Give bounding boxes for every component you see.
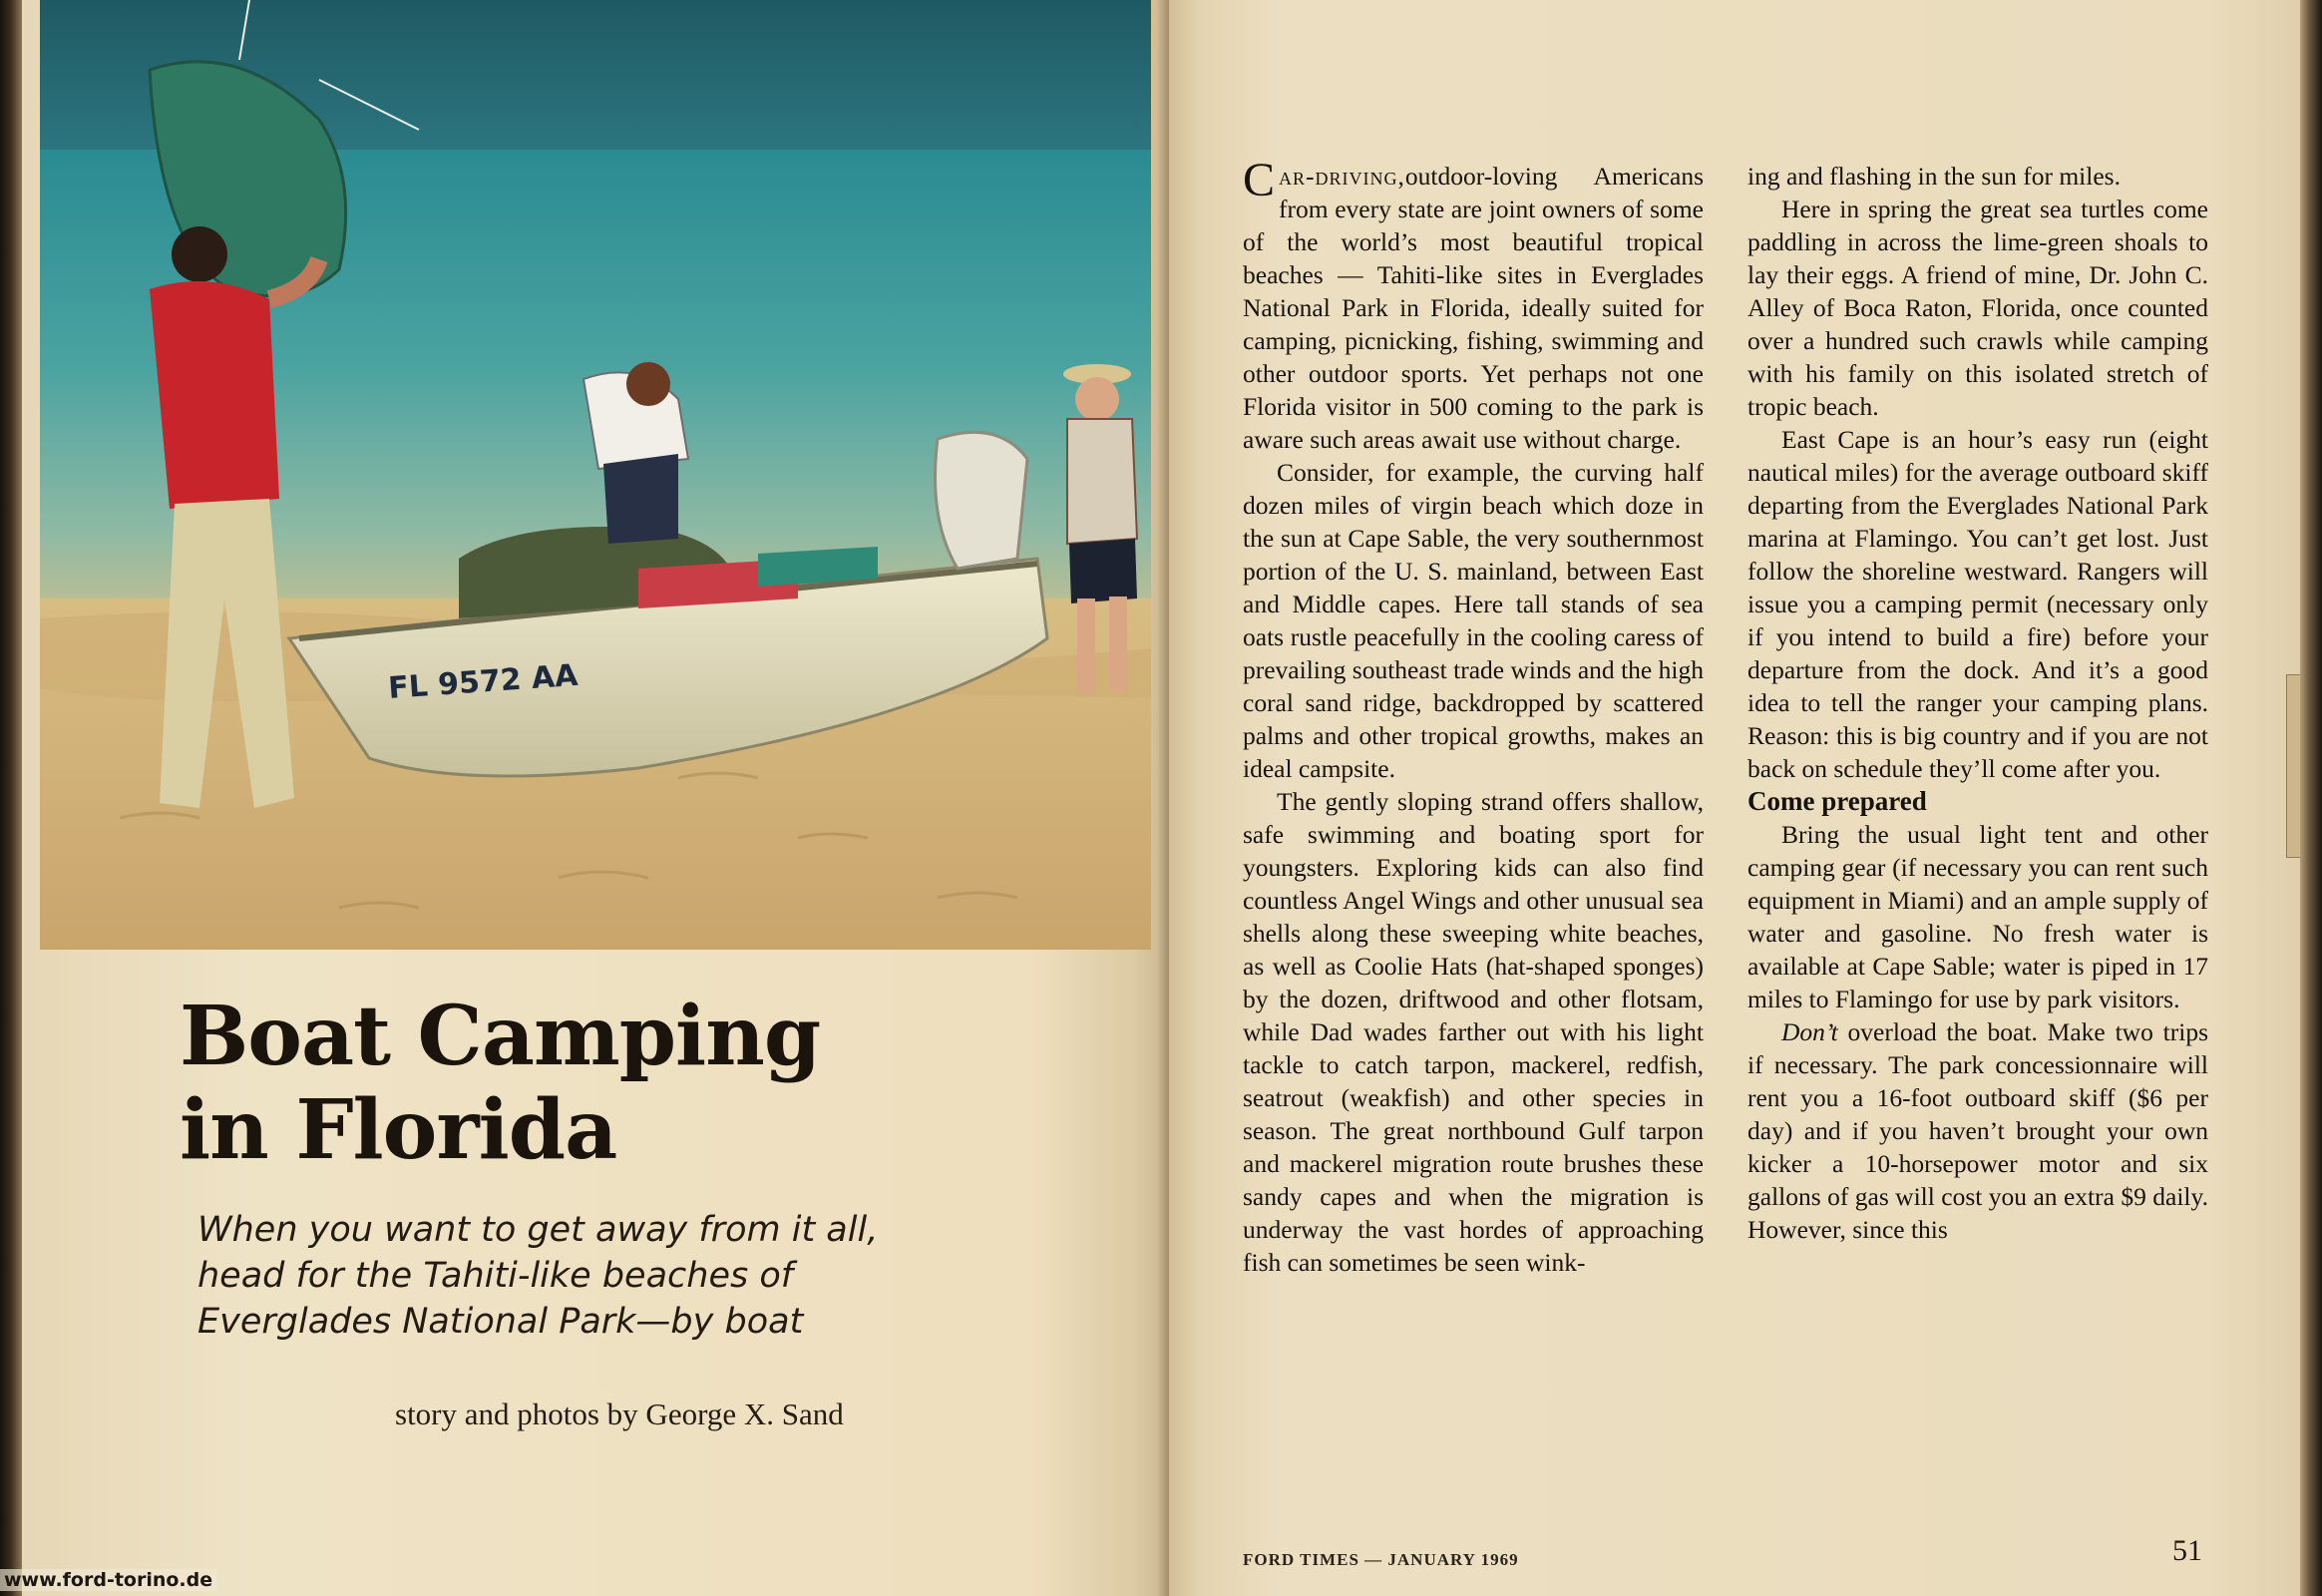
drop-cap: C bbox=[1243, 154, 1276, 206]
emphasis-text: Don’t bbox=[1781, 1017, 1838, 1046]
watermark: www.ford-torino.de bbox=[0, 1569, 216, 1591]
headline-line-2: in Florida bbox=[180, 1082, 617, 1178]
paragraph-text: overload the boat. Make two trips if necessary. The park concessionnaire will rent you a 16-foot outboard skiff ($6 per day) and if you haven’t brought your own kicker a 10-horsepower motor and six gallons of gas will cost you an extra $9 daily. However, since this bbox=[1747, 1017, 2208, 1244]
subhead-line-2: head for the Tahiti-like beaches of bbox=[197, 1256, 794, 1296]
left-page bbox=[22, 0, 1169, 1596]
boat-registration: FL 9572 AA bbox=[387, 657, 580, 706]
article-paragraph bbox=[1747, 1015, 2208, 1246]
article-paragraph: ing and flashing in the sun for miles. bbox=[1747, 162, 2121, 191]
article-subhead bbox=[197, 1207, 1095, 1345]
boat-camping-photo bbox=[40, 0, 1151, 950]
article-paragraph: Here in spring the great sea turtles come paddling in across the lime-green shoals to lay their eggs. A friend of mine, Dr. John C. Alley of Boca Raton, Florida, once counted over a hundred such crawls while camping with his family on this isolated stretch of tropic beach. bbox=[1747, 195, 2208, 421]
article-paragraph: Bring the usual light tent and other camping gear (if necessary you can rent such equipment in Miami) and an ample supply of water and gasoline. No fresh water is available at Cape Sable; water is piped in 17 miles to Flamingo for use by park visitors. bbox=[1747, 820, 2208, 1013]
subhead-line-1: When you want to get away from it all, bbox=[197, 1210, 879, 1250]
article-headline bbox=[180, 990, 1077, 1177]
page-number: 51 bbox=[2172, 1534, 2202, 1567]
running-footer: FORD TIMES — JANUARY 1969 bbox=[1243, 1550, 1519, 1569]
article-paragraph: East Cape is an hour’s easy run (eight nautical miles) for the average outboard skiff departing from the Everglades National Park marina at Flamingo. You can’t get lost. Just follow the shoreline westward. Rangers will issue you a camping permit (necessary only if you intend to build a fire) before your departure from the dock. And it’s a good idea to tell the ranger your camping plans. Reason: this is big country and if you are not back on schedule they’ll come after you. bbox=[1747, 425, 2208, 783]
article-paragraph: The gently sloping strand offers shallow, safe swimming and boating sport for youngsters. Exploring kids can also find countless Angel Wings and other unusual sea shells along these sweeping white beaches, as well as Coolie Hats (hat-shaped sponges) by the dozen, driftwood and other flotsam, while Dad wades farther out with his light tackle to catch tarpon, mackerel, redfish, seatrout (weakfish) and other species in season. The great northbound Gulf tarpon and mackerel migration route brushes these sandy capes and when the migration is underway the vast hordes of approaching fish can sometimes be seen wink- bbox=[1243, 787, 1704, 1277]
headline-line-1: Boat Camping bbox=[180, 989, 821, 1084]
byline: story and photos by George X. Sand bbox=[395, 1396, 844, 1431]
article-paragraph: Consider, for example, the curving half dozen miles of virgin beach which doze in the sun at Cape Sable, the very southernmost portion of the U. S. mainland, between East and Middle capes. Here tall stands of sea oats rustle peacefully in the cooling caress of prevailing southeast trade winds and the high coral sand ridge, backdropped by scattered palms and other tropical growths, makes an ideal campsite. bbox=[1243, 458, 1704, 783]
subhead-line-3: Everglades National Park—by boat bbox=[197, 1302, 804, 1342]
lead-in-smallcaps: ar-driving, bbox=[1279, 162, 1405, 191]
section-subheading: Come prepared bbox=[1747, 786, 1927, 816]
right-page-edge bbox=[2300, 0, 2322, 1596]
article-paragraph bbox=[1243, 154, 1704, 456]
article-column-1 bbox=[1243, 154, 1704, 1279]
article-column-2 bbox=[1747, 160, 2208, 1246]
paragraph-text: outdoor-loving Americans from every state are joint owners of some of the world’s most beautiful tropical beaches — Tahiti-like sites in Everglades National Park in Florida, ideally suited for camping, picnicking, fishing, swimming and other outdoor sports. Yet perhaps not one Florida visitor in 500 coming to the park is aware such areas await use without charge. bbox=[1243, 162, 1704, 454]
left-page-edge bbox=[0, 0, 22, 1596]
